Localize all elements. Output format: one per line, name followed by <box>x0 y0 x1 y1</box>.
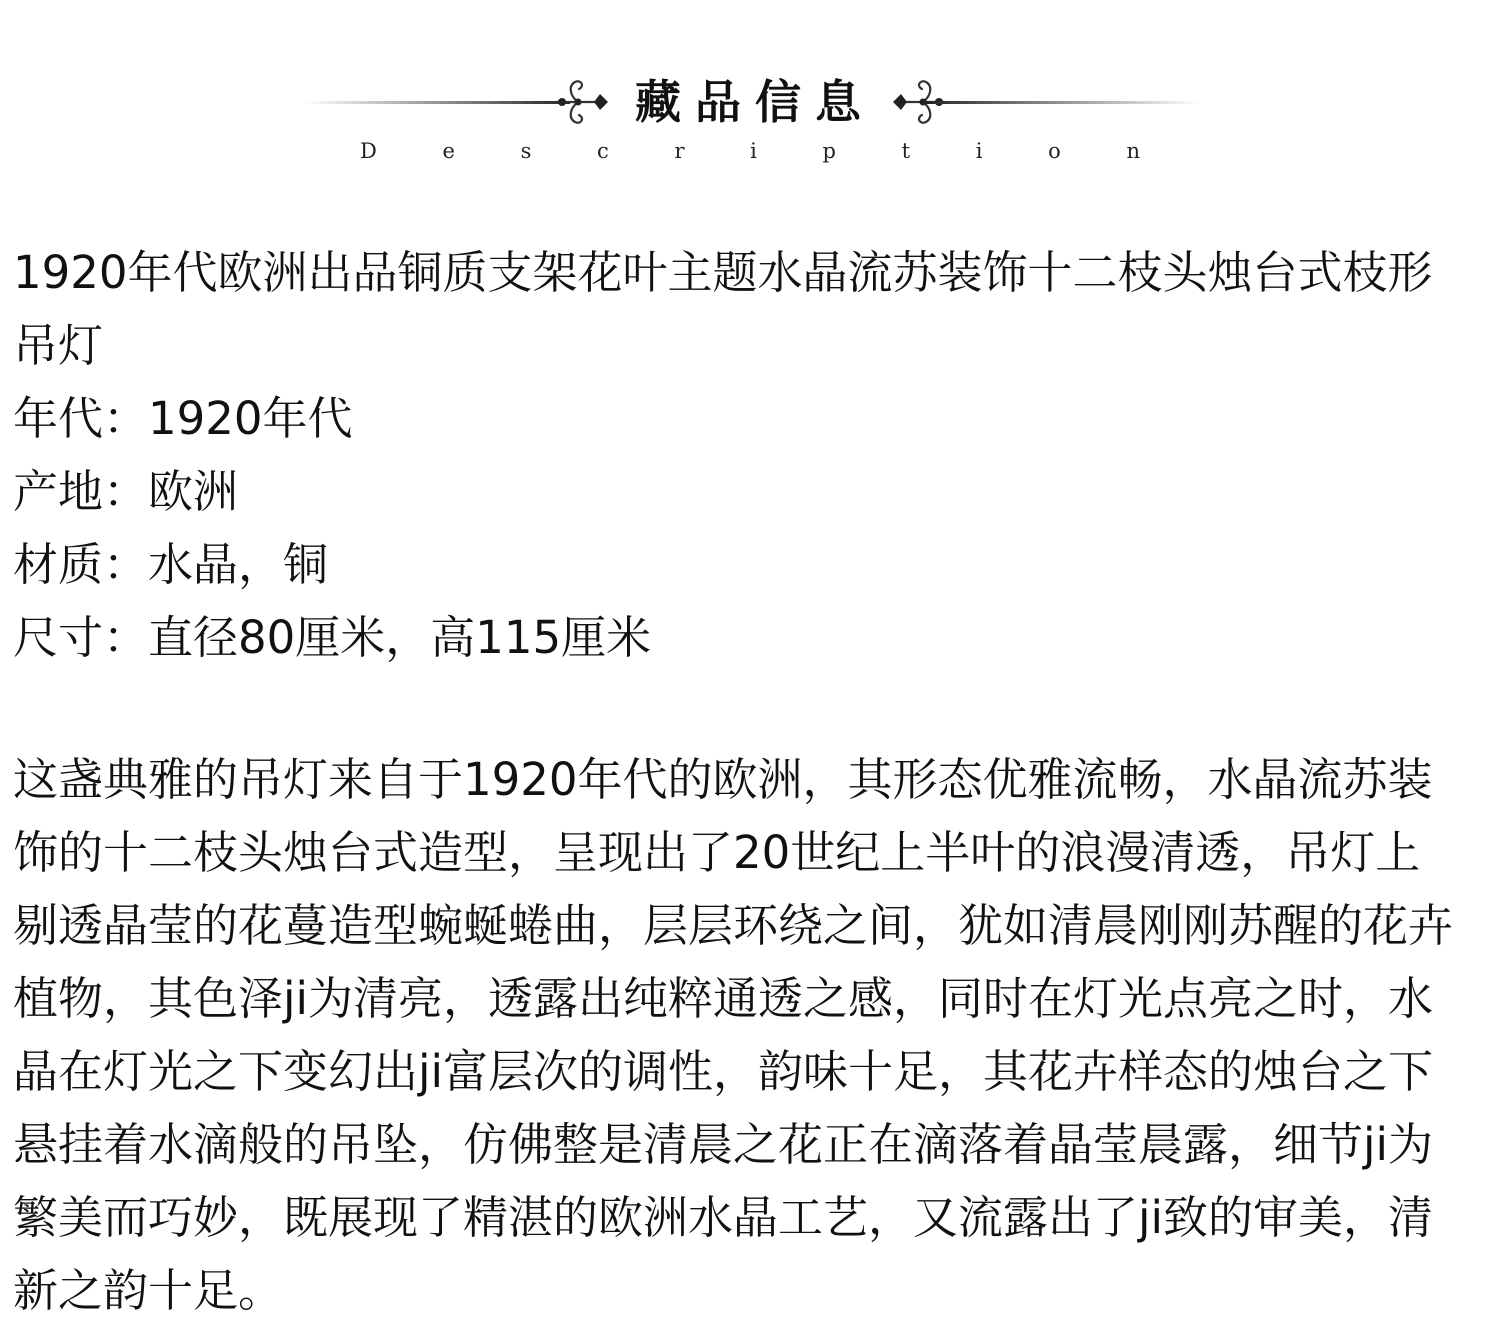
item-name: 1920年代欧洲出品铜质支架花叶主题水晶流苏装饰十二枝头烛台式枝形吊灯 <box>13 246 1433 372</box>
item-description: 这盏典雅的吊灯来自于1920年代的欧洲，其形态优雅流畅，水晶流苏装饰的十二枝头烛台式造型，呈现出了20世纪上半叶的浪漫清透，吊灯上剔透晶莹的花蔓造型蜿蜒蜷曲，层层环绕之间，犹如清晨刚刚苏醒的花卉植物，其色泽ji为清亮，透露出纯粹通透之感，同时在灯光点亮之时，水晶在灯光之下变幻出ji富层次的调性，韵味十足，其花卉样态的烛台之下悬挂着水滴般的吊坠，仿佛整是清晨之花正在滴落着晶莹晨露，细节ji为繁美而巧妙，既展现了精湛的欧洲水晶工艺，又流露出了ji致的审美，清新之韵十足。 <box>13 753 1454 1317</box>
subtitle-letter: o <box>1048 139 1061 163</box>
subtitle-letter: D <box>360 139 377 163</box>
item-size: 尺寸：直径80厘米，高115厘米 <box>13 611 652 664</box>
item-era: 年代：1920年代 <box>13 392 353 445</box>
subtitle-letter: i <box>975 139 983 163</box>
page-title: 藏品信息 <box>635 75 875 129</box>
subtitle-letter: r <box>674 139 685 163</box>
item-origin: 产地：欧洲 <box>13 465 239 518</box>
decorative-rule-left <box>305 101 570 104</box>
decorative-rule-right <box>925 101 1200 104</box>
item-material: 材质：水晶，铜 <box>13 538 329 591</box>
subtitle-letter: p <box>822 139 836 163</box>
subtitle-letter: t <box>901 139 911 163</box>
subtitle-letter: c <box>597 139 609 163</box>
subtitle-letter: e <box>442 139 455 163</box>
page-subtitle <box>360 138 1140 164</box>
flourish-ornament-left-icon <box>548 74 608 130</box>
section-header <box>0 60 1500 170</box>
subtitle-letter: i <box>750 139 757 163</box>
subtitle-letter: n <box>1126 139 1140 163</box>
subtitle-letter: s <box>520 139 532 163</box>
item-details <box>13 236 1458 674</box>
